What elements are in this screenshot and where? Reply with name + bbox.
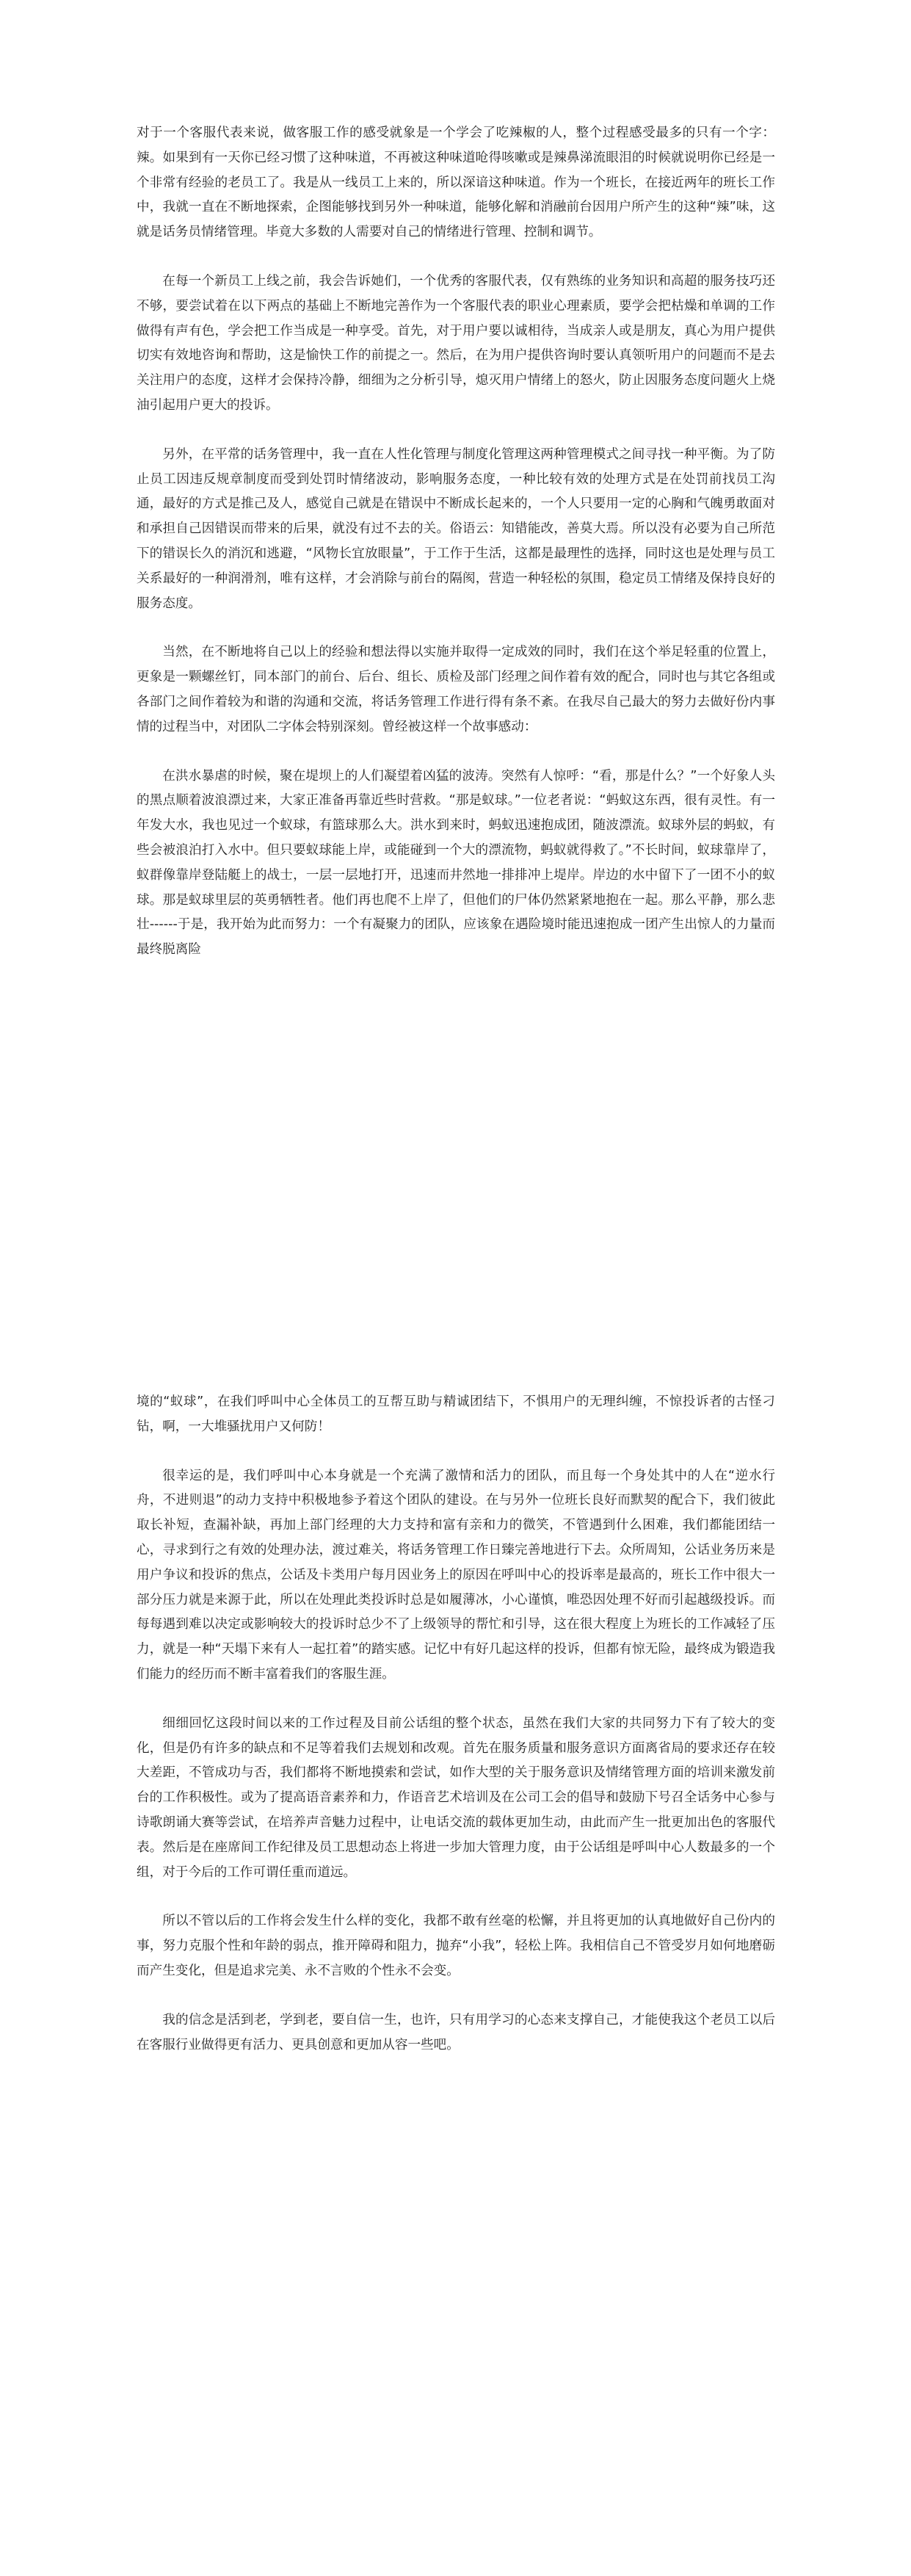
text-block-top [137, 121, 775, 963]
paragraph-teamwork: 当然，在不断地将自己以上的经验和想法得以实施并取得一定成效的同时，我们在这个举足轻重的位置上，更象是一颗螺丝钉，同本部门的前台、后台、组长、质检及部门经理之间作着有效的配合，同时也与其它各组或各部门之间作着较为和谐的沟通和交流，将话务管理工作进行得有条不紊。在我尽自己最大的努力去做好份内事情的过程当中，对团队二字体会特别深刻。曾经被这样一个故事感动： [137, 645, 775, 734]
paragraph-new-staff: 在每一个新员工上线之前，我会告诉她们，一个优秀的客服代表，仅有熟练的业务知识和高超的服务技巧还不够，要尝试着在以下两点的基础上不断地完善作为一个客服代表的职业心理素质，要学会把枯燥和单调的工作做得有声有色，学会把工作当成是一种享受。首先，对于用户要以诚相待，当成亲人或是朋友，真心为用户提供切实有效地咨询和帮助，这是愉快工作的前提之一。然后，在为用户提供咨询时要认真领听用户的问题而不是去关注用户的态度，这样才会保持冷静，细细为之分析引导，熄灭用户情绪上的怒火，防止因服务态度问题火上烧油引起用户更大的投诉。 [137, 273, 775, 413]
paragraph-review: 细细回忆这段时间以来的工作过程及目前公话组的整个状态，虽然在我们大家的共同努力下有了较大的变化，但是仍有许多的缺点和不足等着我们去规划和改观。首先在服务质量和服务意识方面离省局的要求还存在较大差距，不管成功与否，我们都将不断地摸索和尝试，如作大型的关于服务意识及情绪管理方面的培训来激发前台的工作积极性。或为了提高语音素养和力，作语音艺术培训及在公司工会的倡导和鼓励下号召全话务中心参与诗歌朗诵大赛等尝试，在培养声音魅力过程中，让电话交流的载体更加生动，由此而产生一批更加出色的客服代表。然后是在座席间工作纪律及员工思想动态上将进一步加大管理力度，由于公话组是呼叫中心人数最多的一个组，对于今后的工作可谓任重而道远。 [137, 1715, 775, 1880]
text-block-bottom [137, 1390, 775, 2058]
paragraph-ant-story: 在洪水暴虐的时候，聚在堤坝上的人们凝望着凶猛的波涛。突然有人惊呼：“看，那是什么？”一个好象人头的黑点顺着波浪漂过来，大家正准备再靠近些时营救。“那是蚁球。”一位老者说：“蚂蚁这东西，很有灵性。有一年发大水，我也见过一个蚁球，有篮球那么大。洪水到来时，蚂蚁迅速抱成团，随波漂流。蚁球外层的蚂蚁，有些会被浪泊打入水中。但只要蚁球能上岸，或能碰到一个大的漂流物，蚂蚁就得救了。”不长时间，蚁球靠岸了，蚁群像靠岸登陆艇上的战士，一层一层地打开，迅速而井然地一排排冲上堤岸。岸边的水中留下了一团不小的蚁球。那是蚁球里层的英勇牺牲者。他们再也爬不上岸了，但他们的尸体仍然紧紧地抱在一起。那么平静，那么悲壮------于是，我开始为此而努力：一个有凝聚力的团队，应该象在遇险境时能迅速抱成一团产生出惊人的力量而最终脱离险 [137, 768, 775, 958]
paragraph-commitment: 所以不管以后的工作将会发生什么样的变化，我都不敢有丝毫的松懈，并且将更加的认真地做好自己份内的事，努力克服个性和年龄的弱点，推开障碍和阻力，抛弃“小我”，轻松上阵。我相信自己不管受岁月如何地磨砺而产生变化，但是追求完美、永不言败的个性永不会变。 [137, 1914, 775, 1978]
paragraph-belief: 我的信念是活到老，学到老，要自信一生，也许，只有用学习的心态来支撑自己，才能使我这个老员工以后在客服行业做得更有活力、更具创意和更加从容一些吧。 [137, 2012, 775, 2052]
paragraph-management: 另外，在平常的话务管理中，我一直在人性化管理与制度化管理这两种管理模式之间寻找一种平衡。为了防止员工因违反规章制度而受到处罚时情绪波动，影响服务态度，一种比较有效的处理方式是在处罚前找员工沟通，最好的方式是推己及人，感觉自己就是在错误中不断成长起来的，一个人只要用一定的心胸和气魄勇敢面对和承担自己因错误而带来的后果，就没有过不去的关。俗语云：知错能改，善莫大焉。所以没有必要为自己所范下的错误长久的消沉和逃避，“风物长宜放眼量”，于工作于生活，这都是最理性的选择，同时这也是处理与员工关系最好的一种润滑剂，唯有这样，才会消除与前台的隔阂，营造一种轻松的氛围，稳定员工情绪及保持良好的服务态度。 [137, 446, 775, 611]
paragraph-intro: 对于一个客服代表来说，做客服工作的感受就象是一个学会了吃辣椒的人，整个过程感受最多的只有一个字：辣。如果到有一天你已经习惯了这种味道，不再被这种味道呛得咳嗽或是辣鼻涕流眼泪的时候就说明你已经是一个非常有经验的老员工了。我是从一线员工上来的，所以深谙这种味道。作为一个班长，在接近两年的班长工作中，我就一直在不断地探索，企图能够找到另外一种味道，能够化解和消融前台因用户所产生的这种“辣”味，这就是话务员情绪管理。毕竟大多数的人需要对自己的情绪进行管理、控制和调节。 [137, 126, 775, 240]
paragraph-ant-story-continued: 境的“蚁球”，在我们呼叫中心全体员工的互帮互助与精诚团结下，不惧用户的无理纠缠，不惊投诉者的古怪刁钻，啊，一大堆骚扰用户又何防！ [137, 1394, 775, 1434]
paragraph-call-center-team: 很幸运的是，我们呼叫中心本身就是一个充满了激情和活力的团队，而且每一个身处其中的人在“逆水行舟，不进则退”的动力支持中积极地参予着这个团队的建设。在与另外一位班长良好而默契的配合下，我们彼此取长补短，查漏补缺，再加上部门经理的大力支持和富有亲和力的微笑，不管遇到什么困难，我们都能团结一心，寻求到行之有效的处理办法，渡过难关，将话务管理工作日臻完善地进行下去。众所周知，公话业务历来是用户争议和投诉的焦点，公话及卡类用户每月因业务上的原因在呼叫中心的投诉率是最高的，班长工作中很大一部分压力就是来源于此，所以在处理此类投诉时总是如履薄冰，小心谨慎，唯恐因处理不好而引起越级投诉。而每每遇到难以决定或影响较大的投诉时总少不了上级领导的帮忙和引导，这在很大程度上为班长的工作减轻了压力，就是一种“天塌下来有人一起扛着”的踏实感。记忆中有好几起这样的投诉，但都有惊无险，最终成为锻造我们能力的经历而不断丰富着我们的客服生涯。 [137, 1468, 775, 1682]
